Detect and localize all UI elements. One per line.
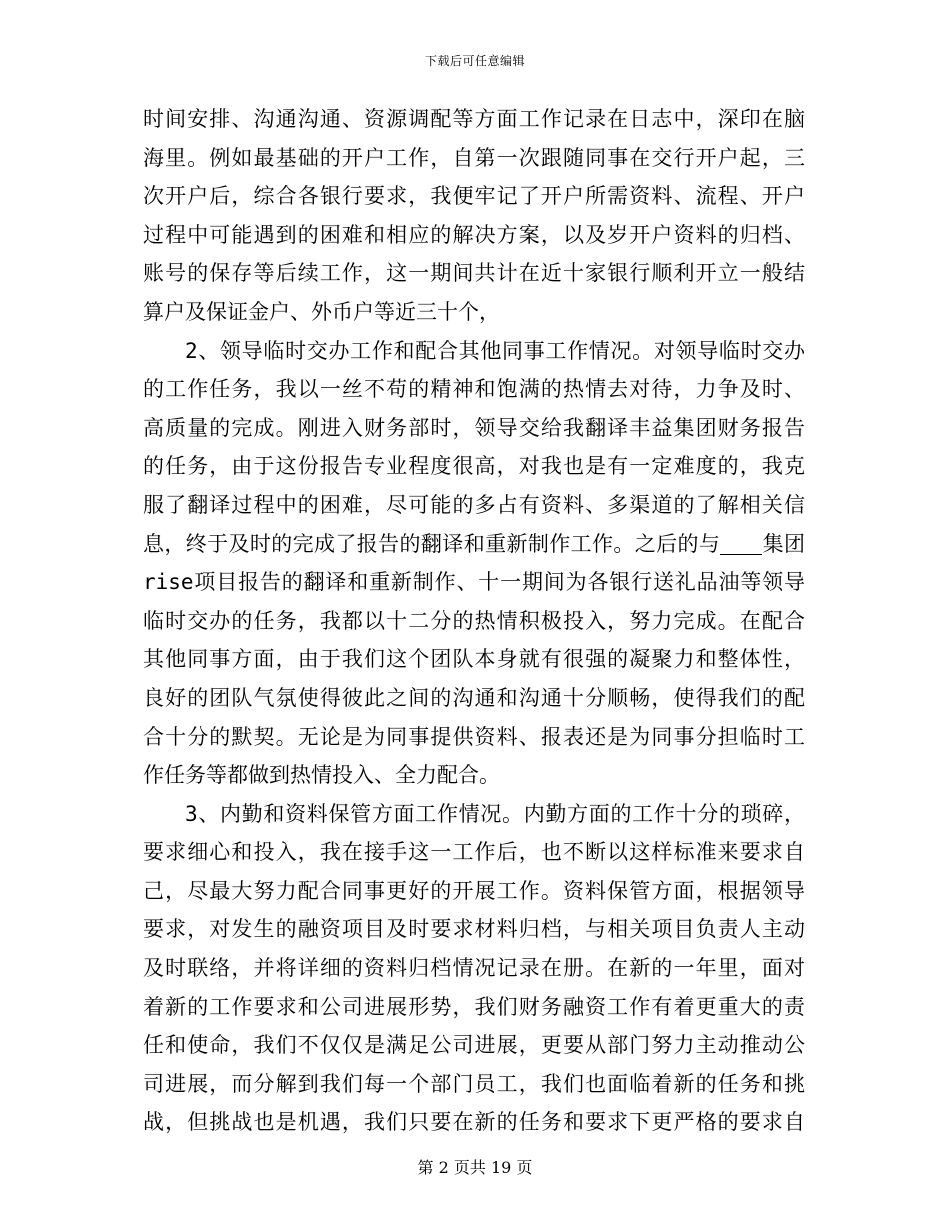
text-line: 2、领导临时交办工作和配合其他同事工作情况。对领导临时交办 (185, 338, 805, 363)
text-line: 任和使命，我们不仅仅是满足公司进展，更要从部门努力主动推动公 (143, 1033, 805, 1058)
text-line: 作任务等都做到热情投入、全力配合。 (143, 763, 500, 788)
text-segment: 集团 (762, 531, 806, 556)
text-line: 其他同事方面，由于我们这个团队本身就有很强的凝聚力和整体性， (143, 647, 805, 672)
document-body (143, 100, 805, 1142)
text-line: 账号的保存等后续工作，这一期间共计在近十家银行顺利开立一般结 (143, 261, 805, 286)
text-line: 算户及保证金户、外币户等近三十个， (143, 299, 500, 324)
text-line: 时间安排、沟通沟通、资源调配等方面工作记录在日志中，深印在脑 (143, 107, 805, 131)
fill-in-blank (720, 533, 762, 555)
text-line: 的工作任务，我以一丝不苟的精神和饱满的热情去对待，力争及时、 (143, 377, 805, 402)
text-line-with-blank (143, 525, 805, 564)
text-line: 的任务，由于这份报告专业程度很高，对我也是有一定难度的，我克 (143, 454, 805, 479)
text-line: 合十分的默契。无论是为同事提供资料、报表还是为同事分担临时工 (143, 724, 805, 749)
text-line: 次开户后，综合各银行要求，我便牢记了开户所需资料、流程、开户 (143, 184, 805, 209)
text-line: 司进展，而分解到我们每一个部门员工，我们也面临着新的任务和挑 (143, 1071, 805, 1096)
text-line: 要求，对发生的融资项目及时要求材料归档，与相关项目负责人主动 (143, 917, 805, 942)
text-line: 着新的工作要求和公司进展形势，我们财务融资工作有着更重大的责 (143, 994, 805, 1019)
text-line: 临时交办的任务，我都以十二分的热情积极投入，努力完成。在配合 (143, 608, 805, 633)
text-line: 己，尽最大努力配合同事更好的开展工作。资料保管方面，根据领导 (143, 878, 805, 903)
text-line: 高质量的完成。刚进入财务部时，领导交给我翻译丰益集团财务报告 (143, 415, 805, 440)
page-footer: 第 2 页共 19 页 (417, 1158, 533, 1177)
text-line: 过程中可能遇到的困难和相应的解决方案，以及岁开户资料的归档、 (143, 222, 805, 247)
text-line: 服了翻译过程中的困难，尽可能的多占有资料、多渠道的了解相关信 (143, 492, 805, 517)
page-header: 下载后可任意编辑 (424, 54, 525, 68)
text-line: 及时联络，并将详细的资料归档情况记录在册。在新的一年里，面对 (143, 956, 805, 981)
text-line: 良好的团队气氛使得彼此之间的沟通和沟通十分顺畅，使得我们的配 (143, 685, 805, 710)
text-line: 海里。例如最基础的开户工作，自第一次跟随同事在交行开户起，三 (143, 145, 805, 170)
text-segment: 息，终于及时的完成了报告的翻译和重新制作工作。之后的与 (143, 531, 721, 556)
text-line: 要求细心和投入，我在接手这一工作后，也不断以这样标准来要求自 (143, 840, 805, 865)
text-line: rise项目报告的翻译和重新制作、十一期间为各银行送礼品油等领导 (143, 570, 805, 595)
text-line: 3、内勤和资料保管方面工作情况。内勤方面的工作十分的琐碎， (185, 801, 805, 826)
text-line: 战，但挑战也是机遇，我们只要在新的任务和要求下更严格的要求自 (143, 1110, 805, 1135)
